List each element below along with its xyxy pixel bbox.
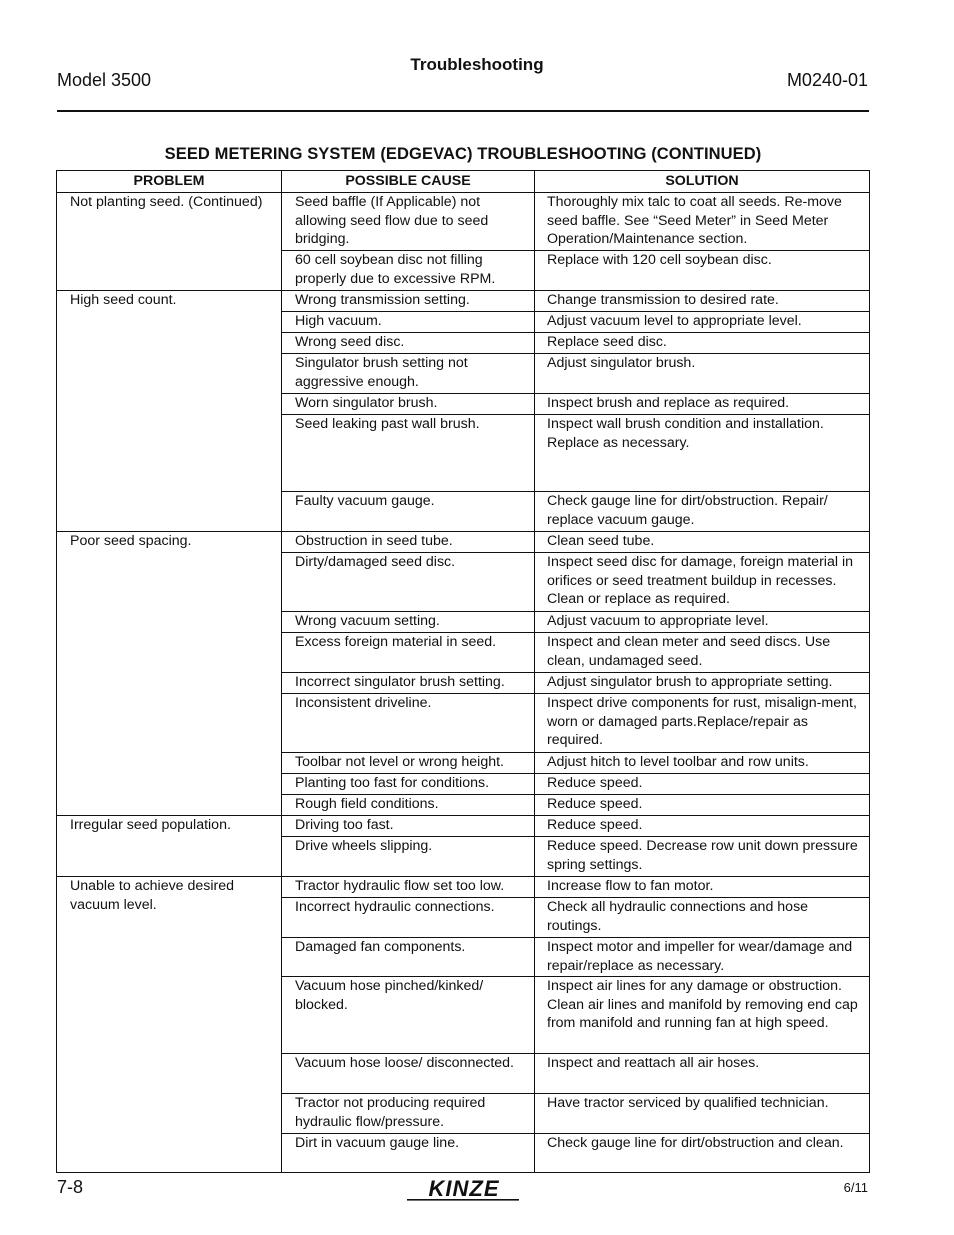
column-header-cause: POSSIBLE CAUSE: [282, 171, 535, 193]
table-row: [57, 877, 870, 898]
cause-cell: Incorrect singulator brush setting.: [282, 673, 535, 694]
solution-cell: Inspect brush and replace as required.: [535, 394, 870, 415]
solution-cell: Adjust vacuum to appropriate level.: [535, 612, 870, 633]
cause-cell: Seed baffle (If Applicable) not allowing seed flow due to seed bridging.: [282, 193, 535, 251]
problem-cell: Unable to achieve desired vacuum level.: [57, 877, 282, 1173]
section-title: Troubleshooting: [410, 55, 544, 74]
solution-cell: Check gauge line for dirt/obstruction and clean.: [535, 1134, 870, 1173]
table-row: [57, 532, 870, 553]
cause-cell: Toolbar not level or wrong height.: [282, 753, 535, 774]
solution-cell: Inspect motor and impeller for wear/damage and repair/replace as necessary.: [535, 938, 870, 977]
solution-cell: Inspect seed disc for damage, foreign material in orifices or seed treatment buildup in recesses. Clean or replace as required.: [535, 553, 870, 612]
problem-cell: Not planting seed. (Continued): [57, 193, 282, 291]
cause-cell: Dirt in vacuum gauge line.: [282, 1134, 535, 1173]
table-title: SEED METERING SYSTEM (EDGEVAC) TROUBLESHOOTING (CONTINUED): [164, 145, 762, 163]
solution-cell: Inspect wall brush condition and installation. Replace as necessary.: [535, 415, 870, 492]
problem-cell: High seed count.: [57, 291, 282, 532]
solution-cell: Clean seed tube.: [535, 532, 870, 553]
manual-number: M0240-01: [786, 70, 868, 90]
solution-cell: Replace seed disc.: [535, 333, 870, 354]
header-rule: [57, 110, 869, 112]
cause-cell: Vacuum hose loose/ disconnected.: [282, 1054, 535, 1094]
solution-cell: Thoroughly mix talc to coat all seeds. Re-move seed baffle. See “Seed Meter” in Seed Meter Operation/Maintenance section.: [535, 193, 870, 251]
cause-cell: Wrong vacuum setting.: [282, 612, 535, 633]
cause-cell: Incorrect hydraulic connections.: [282, 898, 535, 938]
table-row: [57, 291, 870, 312]
solution-cell: Adjust hitch to level toolbar and row units.: [535, 753, 870, 774]
cause-cell: Tractor hydraulic flow set too low.: [282, 877, 535, 898]
table-row: [57, 816, 870, 837]
table-header-row: [57, 171, 870, 193]
cause-cell: 60 cell soybean disc not filling properly due to excessive RPM.: [282, 251, 535, 291]
solution-cell: Inspect air lines for any damage or obstruction. Clean air lines and manifold by removing end cap from manifold and running fan at high speed.: [535, 977, 870, 1054]
cause-cell: Drive wheels slipping.: [282, 837, 535, 877]
cause-cell: Excess foreign material in seed.: [282, 633, 535, 673]
cause-cell: Damaged fan components.: [282, 938, 535, 977]
table-row: [57, 193, 870, 251]
solution-cell: Adjust vacuum level to appropriate level.: [535, 312, 870, 333]
cause-cell: Dirty/damaged seed disc.: [282, 553, 535, 612]
revision-date: 6/11: [843, 1180, 868, 1195]
cause-cell: High vacuum.: [282, 312, 535, 333]
cause-cell: Planting too fast for conditions.: [282, 774, 535, 795]
solution-cell: Have tractor serviced by qualified technician.: [535, 1094, 870, 1134]
solution-cell: Reduce speed.: [535, 774, 870, 795]
cause-cell: Vacuum hose pinched/kinked/ blocked.: [282, 977, 535, 1054]
cause-cell: Driving too fast.: [282, 816, 535, 837]
solution-cell: Replace with 120 cell soybean disc.: [535, 251, 870, 291]
solution-cell: Inspect drive components for rust, misalign-ment, worn or damaged parts.Replace/repair as required.: [535, 694, 870, 753]
solution-cell: Adjust singulator brush to appropriate setting.: [535, 673, 870, 694]
cause-cell: Singulator brush setting not aggressive enough.: [282, 354, 535, 394]
cause-cell: Rough field conditions.: [282, 795, 535, 816]
cause-cell: Faulty vacuum gauge.: [282, 492, 535, 532]
cause-cell: Wrong transmission setting.: [282, 291, 535, 312]
solution-cell: Inspect and reattach all air hoses.: [535, 1054, 870, 1094]
troubleshooting-table: [56, 170, 870, 1173]
cause-cell: Tractor not producing required hydraulic flow/pressure.: [282, 1094, 535, 1134]
table-body: [57, 193, 870, 1173]
cause-cell: Obstruction in seed tube.: [282, 532, 535, 553]
problem-cell: Irregular seed population.: [57, 816, 282, 877]
problem-cell: Poor seed spacing.: [57, 532, 282, 816]
kinze-logo-graphic: [405, 1177, 523, 1203]
logo-text: KINZE: [428, 1177, 500, 1201]
column-header-solution: SOLUTION: [535, 171, 870, 193]
cause-cell: Worn singulator brush.: [282, 394, 535, 415]
solution-cell: Check all hydraulic connections and hose routings.: [535, 898, 870, 938]
solution-cell: Reduce speed.: [535, 816, 870, 837]
kinze-logo: [405, 1177, 523, 1208]
model-label: Model 3500: [57, 70, 152, 90]
column-header-problem: PROBLEM: [57, 171, 282, 193]
solution-cell: Reduce speed.: [535, 795, 870, 816]
solution-cell: Increase flow to fan motor.: [535, 877, 870, 898]
page-number: 7-8: [57, 1177, 84, 1197]
solution-cell: Inspect and clean meter and seed discs. Use clean, undamaged seed.: [535, 633, 870, 673]
cause-cell: Wrong seed disc.: [282, 333, 535, 354]
solution-cell: Adjust singulator brush.: [535, 354, 870, 394]
cause-cell: Seed leaking past wall brush.: [282, 415, 535, 492]
solution-cell: Check gauge line for dirt/obstruction. Repair/ replace vacuum gauge.: [535, 492, 870, 532]
solution-cell: Reduce speed. Decrease row unit down pressure spring settings.: [535, 837, 870, 877]
cause-cell: Inconsistent driveline.: [282, 694, 535, 753]
solution-cell: Change transmission to desired rate.: [535, 291, 870, 312]
